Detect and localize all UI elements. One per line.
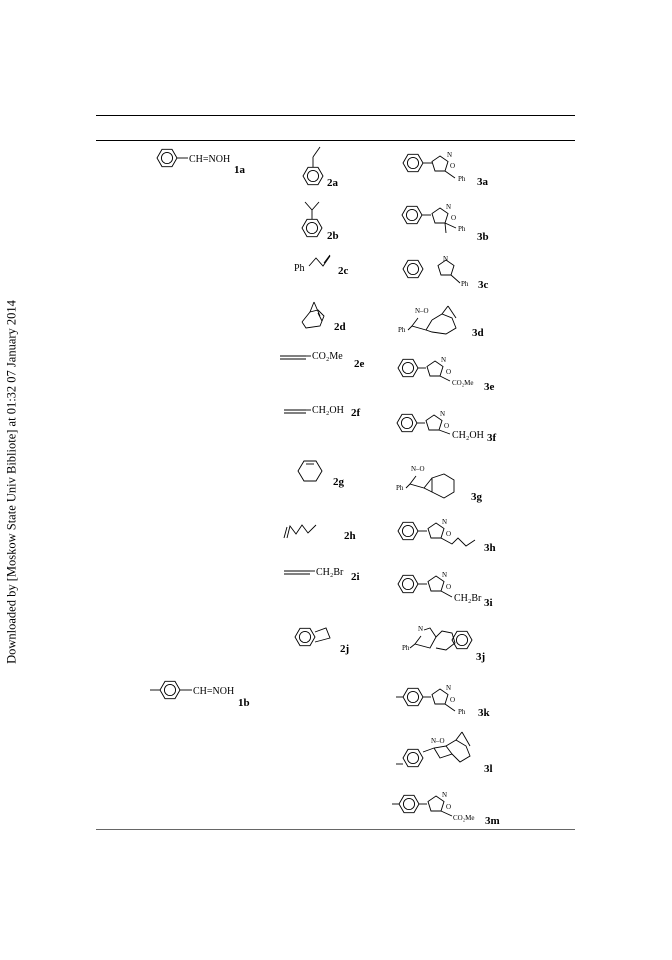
product-3m-n: N	[442, 791, 448, 799]
product-3a-o: O	[450, 162, 456, 170]
alkene-2b	[302, 202, 339, 242]
product-3f-o: O	[444, 422, 450, 430]
product-3m	[392, 791, 500, 827]
alkene-2g	[298, 461, 345, 488]
product-3j-n: N	[418, 625, 424, 633]
product-3k-label: 3k	[478, 707, 490, 719]
product-3i-sub: CH₂Br	[454, 593, 482, 604]
product-3e-sub: CO₂Me	[452, 379, 474, 387]
alkene-2e-group: CO₂Me	[312, 351, 343, 362]
product-3d-no: N–O	[415, 307, 429, 315]
product-3e-o: O	[446, 368, 452, 376]
product-3e	[398, 356, 495, 393]
oxime-1b-group: CH=NOH	[193, 686, 235, 697]
product-3j	[402, 625, 485, 663]
oxime-1a	[157, 149, 246, 176]
product-3g-label: 3g	[471, 491, 482, 503]
product-3m-sub: CO₂Me	[453, 814, 475, 822]
alkene-2i	[284, 567, 360, 583]
alkene-2f-group: CH₂OH	[312, 405, 344, 416]
oxime-1a-label: 1a	[234, 164, 245, 176]
product-3g-no: N–O	[411, 465, 425, 473]
product-3g-sub: Ph	[396, 484, 404, 492]
alkene-2e-label: 2e	[354, 358, 365, 370]
oxime-1b	[150, 681, 250, 709]
product-3d-sub: Ph	[398, 326, 406, 334]
oxime-1b-label: 1b	[238, 697, 250, 709]
product-3h-label: 3h	[484, 542, 496, 554]
alkene-2d-label: 2d	[334, 321, 346, 333]
product-3b-o: O	[451, 214, 457, 222]
alkene-2b-label: 2b	[327, 230, 339, 242]
alkene-2c-label: 2c	[338, 265, 349, 277]
alkene-2f	[284, 405, 361, 419]
product-3d	[398, 306, 484, 339]
alkene-2i-label: 2i	[351, 571, 360, 583]
product-3i-n: N	[442, 571, 448, 579]
product-3l-no: N–O	[431, 737, 445, 745]
product-3h-o: O	[446, 530, 452, 538]
alkene-2h-label: 2h	[344, 530, 356, 542]
product-3g	[396, 465, 483, 503]
product-3i-label: 3i	[484, 597, 493, 609]
product-3l	[396, 732, 493, 775]
alkene-2g-label: 2g	[333, 476, 344, 488]
alkene-2a-label: 2a	[327, 177, 338, 189]
oxime-1a-group: CH=NOH	[189, 154, 231, 165]
alkene-2i-group: CH₂Br	[316, 567, 344, 578]
alkene-2h	[284, 525, 356, 542]
alkene-2c-prefix: Ph	[294, 263, 305, 274]
product-3l-label: 3l	[484, 763, 493, 775]
alkene-2f-label: 2f	[351, 407, 361, 419]
product-3m-label: 3m	[485, 815, 500, 827]
product-3i-o: O	[446, 583, 452, 591]
product-3a-n: N	[447, 151, 453, 159]
alkene-2j	[295, 628, 349, 655]
product-3c-sub: Ph	[461, 280, 469, 288]
product-3a	[403, 151, 489, 188]
product-3j-sub: Ph	[402, 644, 410, 652]
product-3k-sub: Ph	[458, 708, 466, 716]
product-3f-label: 3f	[487, 432, 497, 444]
product-3b	[402, 203, 489, 243]
alkene-2d	[302, 302, 346, 333]
product-3e-n: N	[441, 356, 447, 364]
product-3f	[397, 410, 497, 444]
product-3k-o: O	[450, 696, 456, 704]
product-3a-label: 3a	[477, 176, 488, 188]
product-3b-sub: Ph	[458, 225, 466, 233]
product-3d-label: 3d	[472, 327, 484, 339]
product-3c-n: N	[443, 255, 449, 263]
product-3m-o: O	[446, 803, 452, 811]
alkene-2c	[294, 255, 349, 277]
product-3b-label: 3b	[477, 231, 489, 243]
product-3k	[396, 684, 491, 719]
product-3h-n: N	[442, 518, 448, 526]
product-3a-sub: Ph	[458, 175, 466, 183]
product-3j-label: 3j	[476, 651, 486, 663]
product-3i	[398, 571, 493, 609]
product-3c-label: 3c	[478, 279, 489, 291]
alkene-2j-label: 2j	[340, 643, 350, 655]
product-3f-n: N	[440, 410, 446, 418]
product-3c	[403, 255, 489, 291]
alkene-2e	[280, 351, 365, 370]
product-3k-n: N	[446, 684, 452, 692]
product-3f-sub: CH₂OH	[452, 430, 484, 441]
product-3e-label: 3e	[484, 381, 495, 393]
product-3h	[398, 518, 496, 554]
download-note: Downloaded by [Moskow State Univ Bibliote] at 01:32 07 January 2014	[4, 300, 19, 664]
alkene-2a	[303, 147, 339, 189]
product-3b-n: N	[446, 203, 452, 211]
